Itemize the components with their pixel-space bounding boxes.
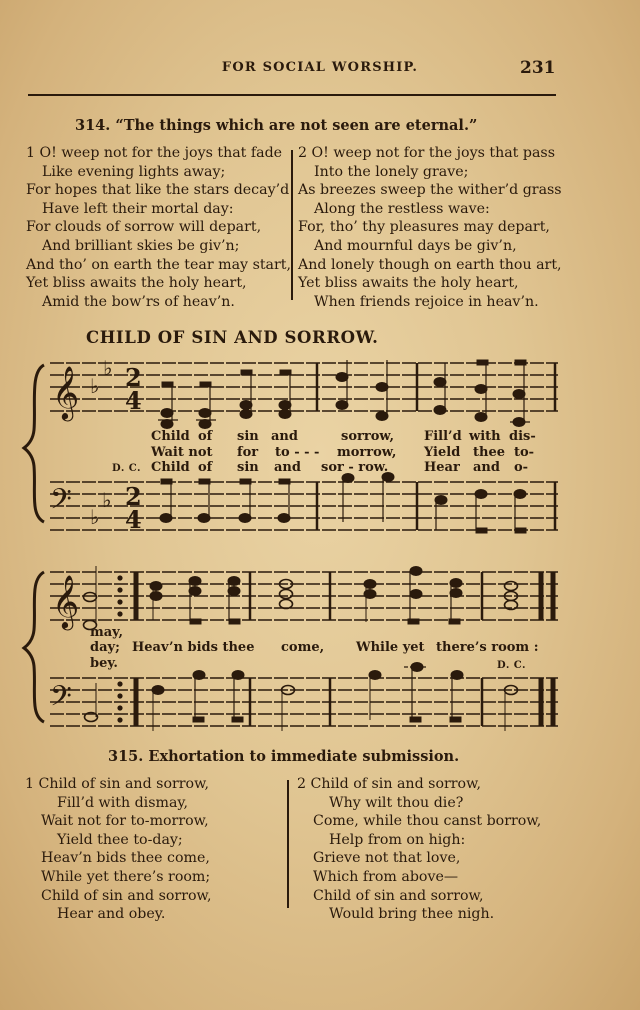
flat-icon: ♭: [102, 488, 112, 512]
time-sig-top: 2: [125, 363, 142, 392]
verse-line: Yield thee to-day;: [57, 831, 183, 848]
verse-line: Hear and obey.: [57, 906, 166, 923]
verse-line: [297, 775, 541, 794]
flat-icon: ♭: [90, 505, 100, 529]
tune-title: CHILD OF SIN AND SORROW.: [86, 328, 379, 347]
verse-line: Help from on high:: [329, 831, 466, 848]
hymn-314-number: 314.: [75, 117, 111, 134]
verse-number: 1: [25, 776, 35, 792]
time-sig-bottom: 4: [125, 505, 142, 534]
verse-line: Child of sin and sorrow,: [313, 887, 484, 904]
verse-line-text: O! weep not for the joys that fade: [39, 145, 283, 161]
verse-line: Fill’d with dismay,: [57, 794, 189, 811]
lyric-syllable: with: [469, 429, 501, 444]
verse-line: [25, 775, 212, 794]
verse-line: For hopes that like the stars decay’d: [26, 182, 290, 199]
verse-line: Yet bliss awaits the holy heart,: [26, 275, 247, 292]
lyric-syllable: Fill’d: [424, 429, 462, 444]
lyric-syllable: Heav’n bids thee: [132, 640, 255, 655]
hymn-315-title: Exhortation to immediate submission.: [148, 748, 460, 765]
flat-icon: ♭: [90, 374, 100, 398]
lyric-syllable: to - - -: [275, 445, 320, 460]
verse-line: For clouds of sorrow will depart,: [26, 219, 262, 236]
verse-number: 2: [298, 145, 308, 161]
verse-line: Grieve not that love,: [313, 850, 461, 867]
brace-icon: [24, 572, 44, 722]
lyric-syllable: sor - row.: [321, 460, 389, 475]
time-sig-bottom: 4: [125, 386, 142, 415]
hymn-315-verse-1: [25, 775, 212, 924]
lyric-syllable: dis-: [509, 429, 536, 444]
verse-line: And brilliant skies be giv’n;: [42, 237, 240, 254]
lyric-syllable: for: [237, 445, 259, 460]
lyric-syllable: of: [198, 460, 213, 475]
verse-number: 2: [297, 776, 307, 792]
lyric-line-3: bey.: [90, 656, 118, 671]
lyric-syllable: come,: [281, 640, 325, 655]
lyric-syllable: Child: [151, 460, 190, 475]
verse-line: For, tho’ thy pleasures may depart,: [298, 219, 550, 236]
lyric-syllable: sin: [237, 460, 259, 475]
verse-line: When friends rejoice in heav’n.: [314, 293, 539, 310]
lyric-syllable: sorrow,: [341, 429, 395, 444]
flat-icon: ♭: [103, 356, 113, 380]
verse-line: Into the lonely grave;: [314, 163, 469, 180]
verse-line: Like evening lights away;: [42, 163, 226, 180]
verse-line-text: Child of sin and sorrow,: [310, 776, 482, 792]
hymn-314-title: “The things which are not seen are eternal.”: [115, 117, 478, 134]
lyric-syllable: day;: [90, 640, 120, 655]
verse-line: As breezes sweep the wither’d grass: [298, 182, 562, 199]
verse-line: Have left their mortal day:: [42, 200, 234, 217]
lyric-syllable: Hear: [424, 460, 460, 475]
verse-line: And lonely though on earth thou art,: [298, 256, 562, 273]
hymn-315-verse-2: [297, 775, 541, 924]
verse-line: Wait not for to-morrow,: [41, 813, 209, 830]
bass-clef-icon: 𝄢: [50, 483, 72, 523]
verse-line: Come, while thou canst borrow,: [313, 813, 542, 830]
lyric-syllable: sin: [237, 429, 259, 444]
verse-line: While yet there’s room;: [41, 868, 211, 885]
notes-bass-s2: [85, 663, 518, 732]
da-capo-marker: D. C.: [497, 660, 527, 671]
lyric-syllable: and: [271, 429, 298, 444]
verse-line-text: Child of sin and sorrow,: [38, 776, 210, 792]
running-title: FOR SOCIAL WORSHIP.: [221, 60, 419, 75]
verse-line: Heav’n bids thee come,: [41, 850, 210, 867]
verse-line: Child of sin and sorrow,: [41, 887, 212, 904]
time-sig-top: 2: [125, 482, 142, 511]
verse-line: Yet bliss awaits the holy heart,: [298, 275, 519, 292]
lyric-syllable: there’s room :: [436, 640, 539, 655]
lyric-syllable: Child: [151, 429, 190, 444]
lyric-syllable: Wait not: [151, 445, 213, 460]
treble-clef-icon: 𝄞: [52, 365, 80, 419]
lyric-syllable: and: [274, 460, 301, 475]
lyric-syllable: While yet: [356, 640, 425, 655]
verse-number: 1: [26, 145, 36, 161]
verse-line-text: O! weep not for the joys that pass: [311, 145, 555, 161]
verse-line: And mournful days be giv’n,: [314, 237, 517, 254]
bass-clef-icon: 𝄢: [50, 680, 72, 720]
lyric-syllable: o-: [514, 460, 529, 475]
verse-line: And tho’ on earth the tear may start,: [26, 256, 292, 273]
lyric-syllable: Yield: [424, 445, 461, 460]
treble-clef-icon: 𝄞: [52, 574, 80, 628]
lyric-line-1: may,: [90, 625, 124, 640]
verse-line: Along the restless wave:: [314, 200, 490, 217]
verse-line: Which from above—: [313, 868, 459, 885]
lyric-syllable: thee: [473, 445, 505, 460]
hymn-315-number: 315.: [108, 748, 144, 765]
lyric-syllable: to-: [514, 445, 535, 460]
verse-line: Why wilt thou die?: [329, 794, 464, 811]
verse-line: Amid the bow’rs of heav’n.: [42, 293, 235, 310]
lyric-syllable: morrow,: [337, 445, 397, 460]
da-capo-marker: D. C.: [112, 463, 142, 474]
column-divider: [287, 780, 289, 908]
verse-line: Would bring thee nigh.: [329, 906, 495, 923]
lyric-syllable: and: [473, 460, 500, 475]
hymn-315-heading: [108, 748, 459, 765]
lyric-syllable: of: [198, 429, 213, 444]
page-number: 231: [520, 58, 556, 78]
